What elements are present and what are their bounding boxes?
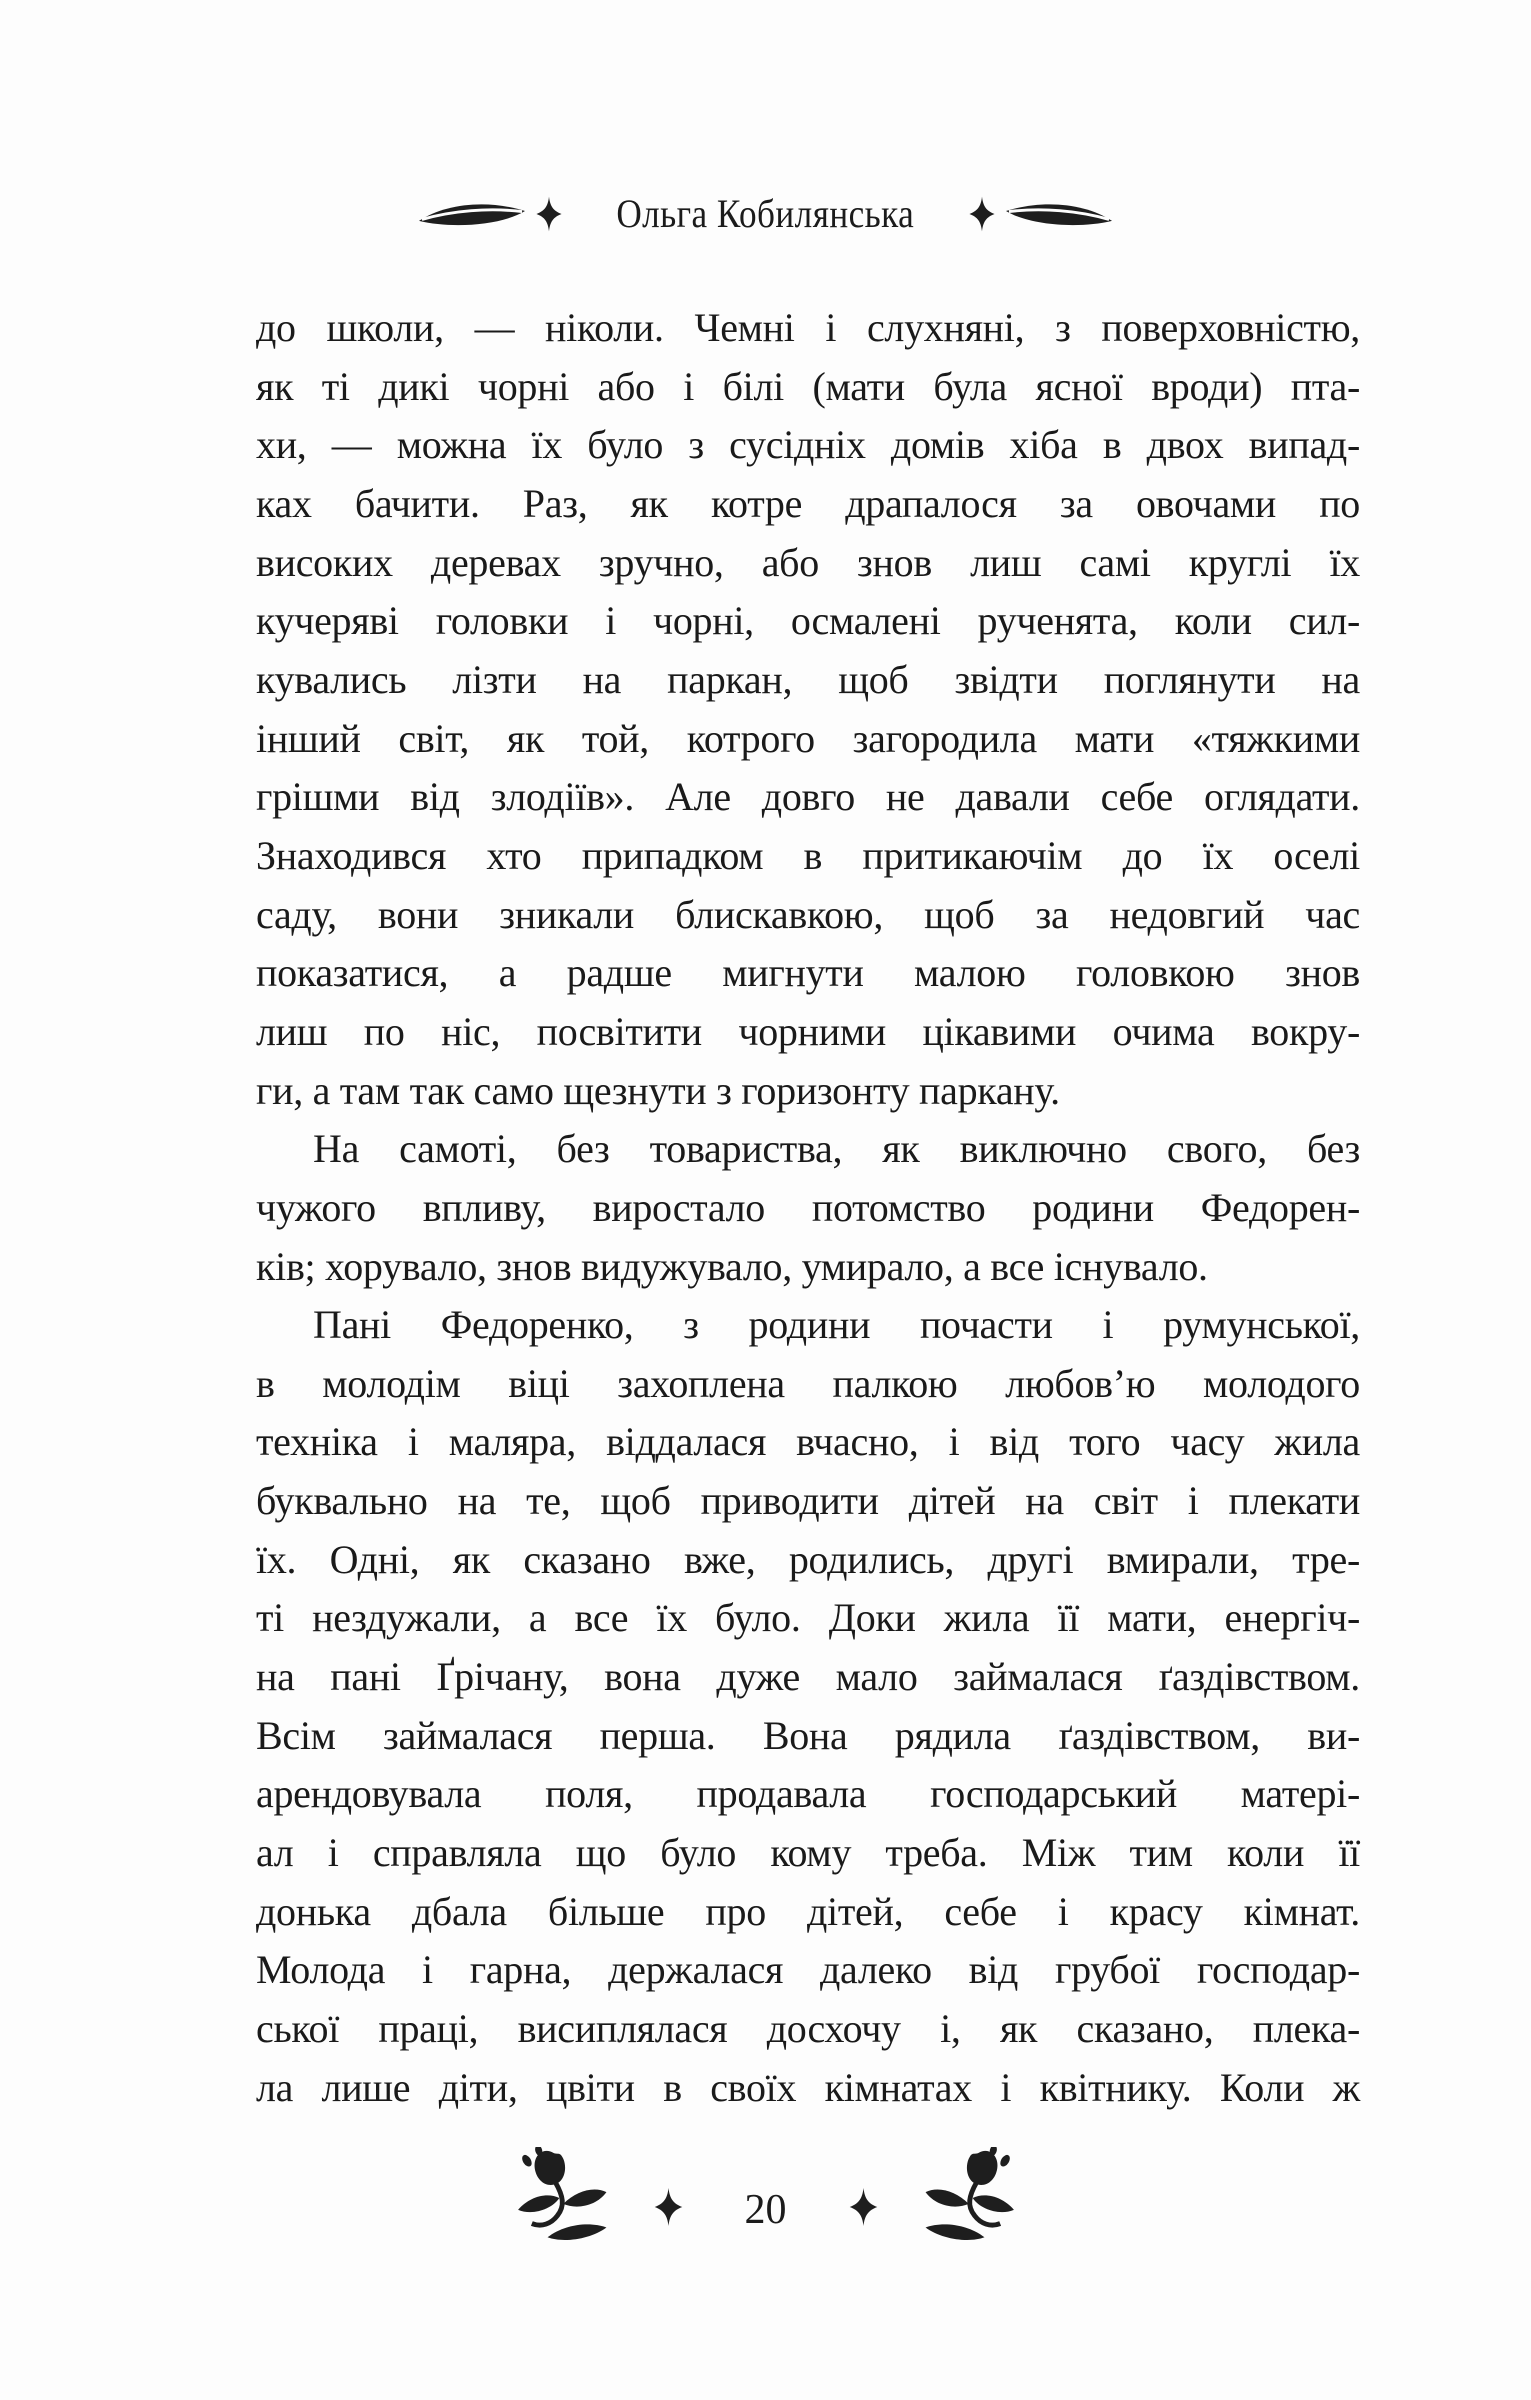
text-line: їх. Одні, як сказано вже, родились, другі вмирали, тре- [256, 1536, 1360, 1582]
text-line: як ті дикі чорні або і білі (мати була ясної вроди) пта- [256, 363, 1360, 409]
text-line: Всім займалася перша. Вона рядила ґаздівством, ви- [256, 1712, 1360, 1758]
text-line: інший світ, як той, котрого загородила мати «тяжкими [256, 715, 1360, 761]
double-leaf-ornament-right-icon [1005, 199, 1113, 229]
text-line: чужого впливу, виростало потомство родини Федорен- [256, 1184, 1360, 1230]
text-line: Молода і гарна, держалася далеко від грубої господар- [256, 1947, 1360, 1993]
author-name: Ольга Кобилянська [616, 191, 915, 236]
page-header [0, 184, 1531, 244]
text-line: ги, а там так само щезнути з горизонту паркану. [256, 1067, 1060, 1113]
text-line: буквально на те, щоб приводити дітей на світ і плекати [256, 1478, 1360, 1524]
text-line: до школи, — ніколи. Чемні і слухняні, з поверховністю, [256, 305, 1360, 350]
text-line: лиш по ніс, посвітити чорними цікавими очима вокру- [256, 1008, 1360, 1054]
page-number: 20 [744, 2187, 787, 2233]
text-line: ків; хорувало, знов видужувало, умирало, а все існувало. [256, 1243, 1208, 1289]
four-pointed-star-icon [969, 196, 995, 232]
text-line: ської праці, висиплялася досхочу і, як сказано, плека- [256, 2006, 1360, 2052]
flower-branch-ornament-left-icon [512, 2147, 640, 2258]
text-line: ла лише діти, цвіти в своїх кімнатах і квітнику. Коли ж [256, 2064, 1360, 2110]
four-pointed-star-icon [654, 2178, 683, 2226]
text-line: ках бачити. Раз, як котре драпалося за овочами по [256, 480, 1360, 526]
text-line: кучеряві головки і чорні, осмалені рученята, коли сил- [256, 598, 1360, 644]
text-line: показатися, а радше мигнути малою головкою знов [256, 950, 1360, 996]
body-text [256, 299, 1360, 2117]
text-line: донька дбала більше про дітей, себе і красу кімнат. [256, 1888, 1360, 1934]
text-line: в молодім віці захоплена палкою любов’ю молодого [256, 1360, 1360, 1406]
text-line: саду, вони зникали блискавкою, щоб за недовгий час [256, 891, 1360, 937]
text-line: високих деревах зручно, або знов лиш самі круглі їх [256, 539, 1360, 585]
text-line: грішми від злодіїв». Але довго не давали себе оглядати. [256, 774, 1360, 820]
four-pointed-star-icon [536, 196, 562, 232]
double-leaf-ornament-left-icon [418, 199, 526, 229]
flower-branch-ornament-right-icon [892, 2147, 1020, 2258]
text-line: кувались лізти на паркан, щоб звідти поглянути на [256, 656, 1360, 702]
text-line: на пані Ґрічану, вона дуже мало займалася ґаздівством. [256, 1654, 1360, 1700]
text-line: Знаходився хто припадком в притикаючім до їх оселі [256, 832, 1360, 878]
text-line: хи, — можна їх було з сусідніх домів хіба в двох випад- [256, 422, 1360, 468]
text-line: ал і справляла що було кому треба. Між тим коли її [256, 1830, 1360, 1876]
text-line: Пані Федоренко, з родини почасти і румунської, [313, 1302, 1360, 1348]
text-line: арендовувала поля, продавала господарський матері- [256, 1771, 1360, 1817]
four-pointed-star-icon [849, 2178, 878, 2226]
text-line: На самоті, без товариства, як виключно свого, без [313, 1126, 1360, 1172]
page-footer [0, 2146, 1531, 2258]
text-line: ті нездужали, а все їх було. Доки жила її мати, енергіч- [256, 1595, 1360, 1641]
text-line: техніка і маляра, віддалася вчасно, і від того часу жила [256, 1419, 1360, 1465]
